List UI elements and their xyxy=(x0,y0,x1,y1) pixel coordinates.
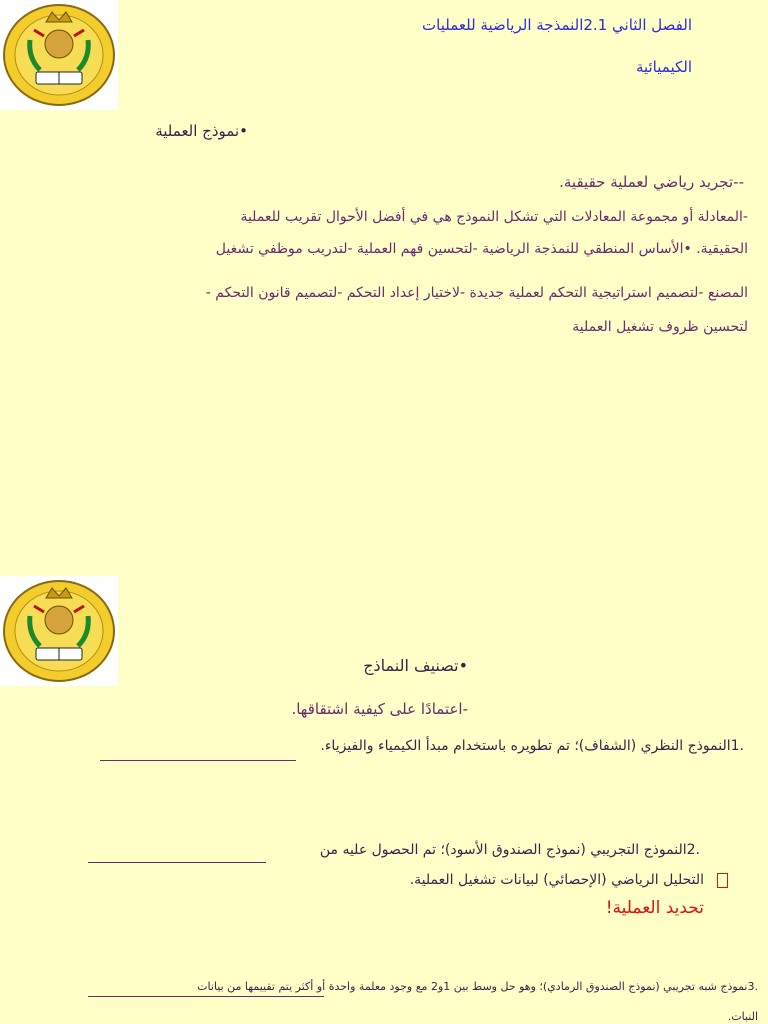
chapter-title-line1: الفصل الثاني 2.1النمذجة الرياضية للعمليات xyxy=(422,16,692,34)
underline xyxy=(88,996,324,997)
model-item-1: .1النموذج النظري (الشفاف)؛ تم تطويره باستخدام مبدأ الكيمياء والفيزياء. xyxy=(320,738,744,754)
paragraph-line: المصنع -لتصميم استراتيجية التحكم لعملية جديدة -لاختيار إعداد التحكم -لتصميم قانون التحكم - xyxy=(205,285,748,301)
model-item-3-continued: النبات. xyxy=(727,1010,758,1023)
model-item-2: .2النموذج التجريبي (نموذج الصندوق الأسود)؛ تم الحصول عليه من xyxy=(319,842,700,858)
classification-subtitle: -اعتمادًا على كيفية اشتقاقها. xyxy=(291,700,468,718)
chapter-title-line2: الكيميائية xyxy=(635,58,692,76)
model-item-3: .3نموذج شبه تجريبي (نموذج الصندوق الرمادي)؛ وهو حل وسط بين 1و2 مع وجود معلمة واحدة أو أكثر يتم تقييمها من بيانات xyxy=(197,980,758,993)
classification-heading: •تصنيف النماذج xyxy=(363,656,468,675)
university-logo xyxy=(0,0,118,110)
paragraph-line: -المعادلة أو مجموعة المعادلات التي تشكل النموذج هي في أفضل الأحوال تقريب للعملية xyxy=(240,209,748,225)
underline xyxy=(100,760,296,761)
crest-icon xyxy=(0,576,118,686)
definition-line: --تجريد رياضي لعملية حقيقية. xyxy=(559,173,744,191)
underline xyxy=(88,862,266,863)
paragraph-line: لتحسين ظروف تشغيل العملية xyxy=(572,319,748,335)
university-logo xyxy=(0,576,118,686)
paragraph-line: الحقيقية. •الأساس المنطقي للنمذجة الرياضية -لتحسين فهم العملية -لتدريب موظفي تشغيل xyxy=(215,241,748,257)
crest-icon xyxy=(0,0,118,110)
section-heading: •نموذج العملية xyxy=(155,122,248,140)
bullet-text: التحليل الرياضي (الإحصائي) لبيانات تشغيل العملية. xyxy=(409,872,704,888)
red-note: تحديد العملية! xyxy=(605,898,704,918)
bullet-box-icon xyxy=(717,873,728,888)
